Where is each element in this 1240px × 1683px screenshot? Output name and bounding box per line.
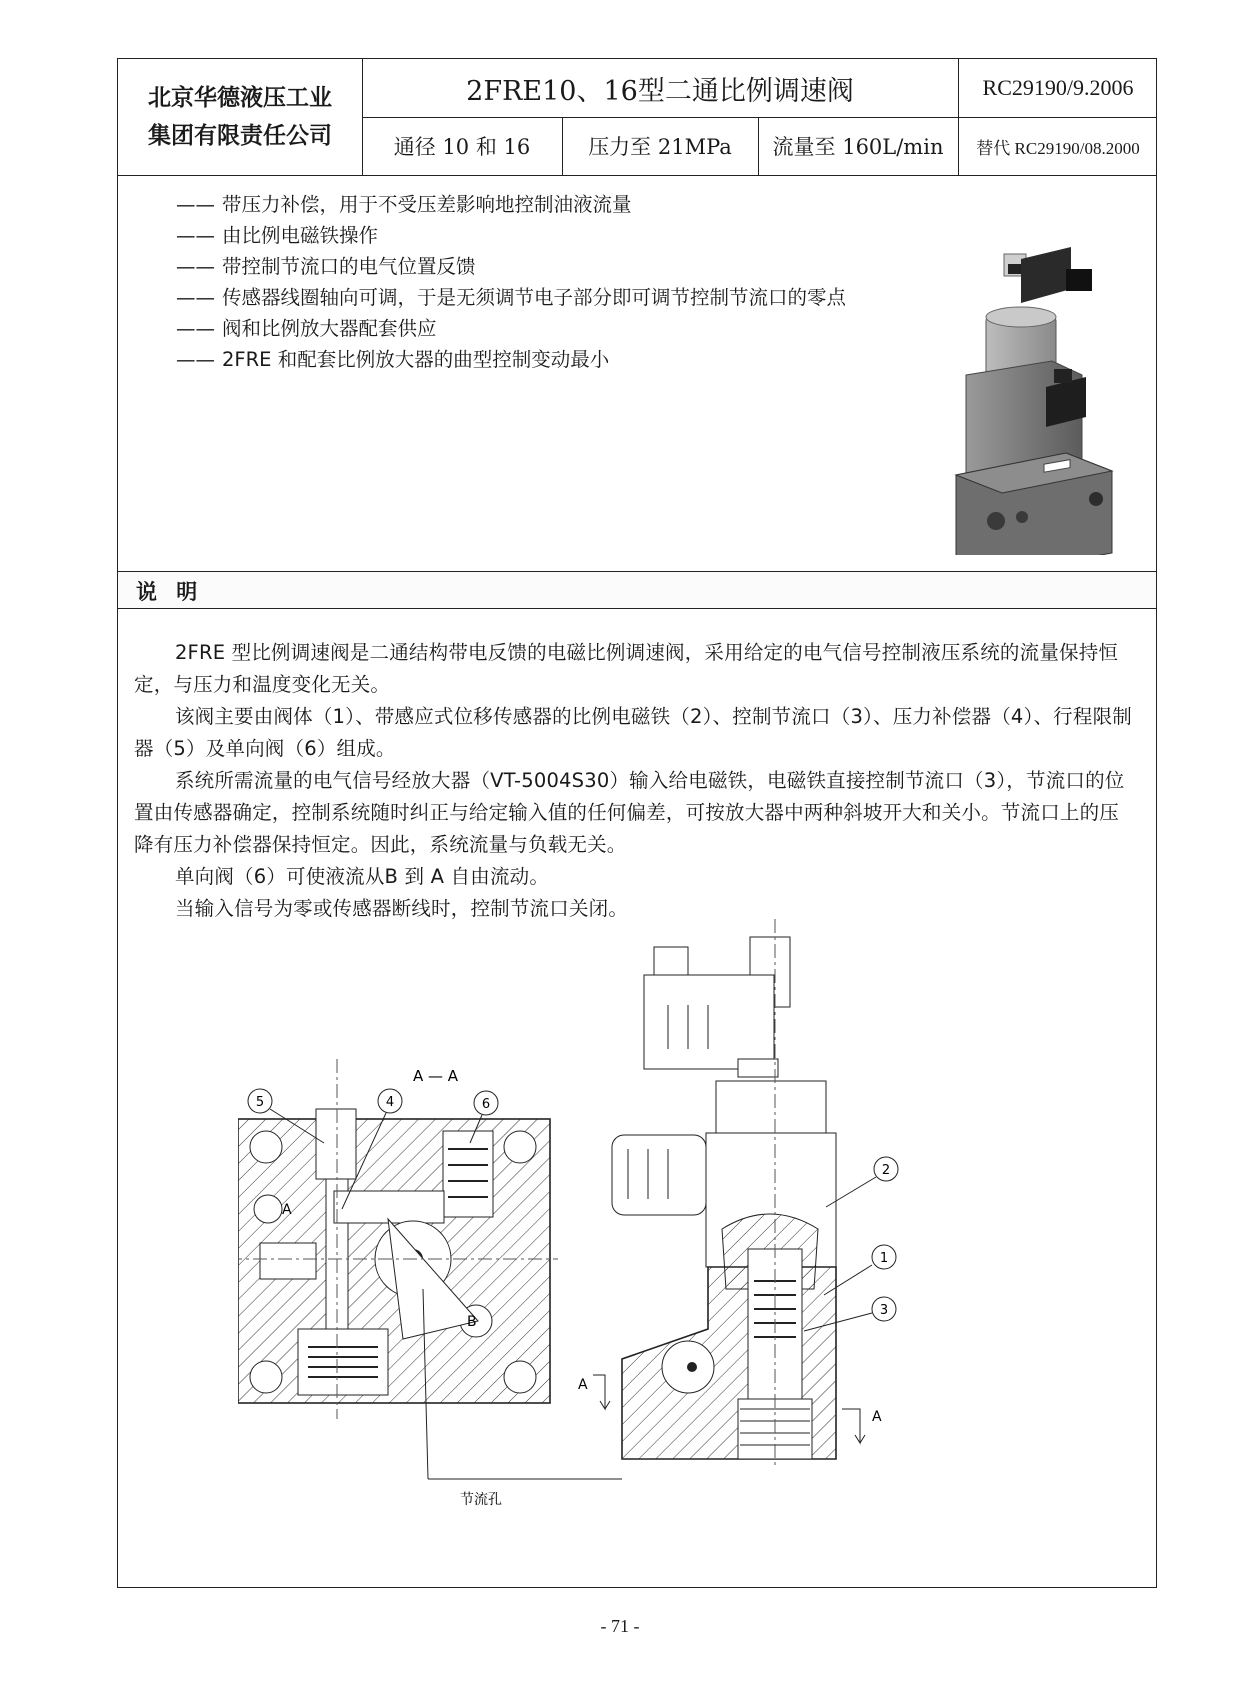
feature-item xyxy=(176,313,846,344)
feature-text: 由比例电磁铁操作 xyxy=(222,224,379,247)
dash: —— xyxy=(176,286,215,309)
dash: —— xyxy=(176,224,215,247)
valve-product-photo xyxy=(926,199,1126,555)
spec-size: 通径 10 和 16 xyxy=(393,135,531,159)
description-paragraph: 当输入信号为零或传感器断线时，控制节流口关闭。 xyxy=(174,897,629,920)
section-label: A — A xyxy=(413,1067,459,1085)
spec-pressure: 压力至 21MPa xyxy=(588,135,732,159)
spec-flow: 流量至 160L/min xyxy=(772,135,944,159)
feature-text: 阀和比例放大器配套供应 xyxy=(222,317,437,340)
section-view-side xyxy=(578,919,898,1469)
callout-4: 4 xyxy=(385,1095,395,1110)
section-mark-right: A xyxy=(872,1409,882,1425)
replaces-doc: 替代 RC29190/08.2000 xyxy=(976,138,1140,158)
feature-text: 2FRE 和配套比例放大器的曲型控制变动最小 xyxy=(222,348,610,371)
company-name xyxy=(118,59,362,175)
callout-6: 6 xyxy=(481,1097,491,1112)
dash: —— xyxy=(176,255,215,278)
port-b-label: B xyxy=(467,1314,477,1330)
description-paragraph: 2FRE 型比例调速阀是二通结构带电反馈的电磁比例调速阀，采用给定的电气信号控制液压系统的流量保持恒定，与压力和温度变化无关。 xyxy=(134,641,1119,696)
dash: —— xyxy=(176,317,215,340)
section-mark-left: A xyxy=(578,1377,588,1393)
callout-2: 2 xyxy=(881,1163,891,1178)
feature-item xyxy=(176,251,846,282)
page-number: - 71 - xyxy=(600,1616,640,1636)
orifice-label: 节流孔 xyxy=(460,1492,502,1508)
section-title: 说 明 xyxy=(136,580,204,604)
header-bottom-line xyxy=(118,175,1156,176)
sectional-drawing xyxy=(238,909,1038,1589)
company-line-1: 北京华德液压工业 xyxy=(148,85,332,111)
dash: —— xyxy=(176,193,215,216)
feature-text: 带压力补偿，用于不受压差影响地控制油液流量 xyxy=(222,193,632,216)
company-line-2: 集团有限责任公司 xyxy=(148,123,332,149)
feature-item xyxy=(176,220,846,251)
description-paragraph: 系统所需流量的电气信号经放大器（VT-5004S30）输入给电磁铁，电磁铁直接控制节流口（3），节流口的位置由传感器确定，控制系统随时纠正与给定输入值的任何偏差，可按放大器中两种斜坡开大和关小。节流口上的压降有压力补偿器保持恒定。因此，系统流量与负载无关。 xyxy=(134,769,1125,856)
callout-3: 3 xyxy=(879,1303,889,1318)
page-title: 2FRE10、16型二通比例调速阀 xyxy=(466,75,854,107)
feature-item xyxy=(176,344,846,375)
feature-text: 带控制节流口的电气位置反馈 xyxy=(222,255,476,278)
feature-item xyxy=(176,189,846,220)
callout-1: 1 xyxy=(879,1251,889,1266)
page-frame xyxy=(117,58,1157,1588)
section-view-a-a xyxy=(238,1059,622,1508)
description-paragraph: 单向阀（6）可使液流从B 到 A 自由流动。 xyxy=(174,865,550,888)
callout-5: 5 xyxy=(255,1095,265,1110)
doc-number: RC29190/9.2006 xyxy=(982,75,1134,100)
feature-item xyxy=(176,282,846,313)
dash: —— xyxy=(176,348,215,371)
description-paragraph: 该阀主要由阀体（1）、带感应式位移传感器的比例电磁铁（2）、控制节流口（3）、压力补偿器（4）、行程限制器（5）及单向阀（6）组成。 xyxy=(134,705,1132,760)
section-header xyxy=(118,571,1156,609)
description-text xyxy=(134,637,1134,925)
port-a-label: A xyxy=(282,1202,292,1218)
feature-text: 传感器线圈轴向可调，于是无须调节电子部分即可调节控制节流口的零点 xyxy=(222,286,847,309)
feature-list xyxy=(176,189,846,375)
